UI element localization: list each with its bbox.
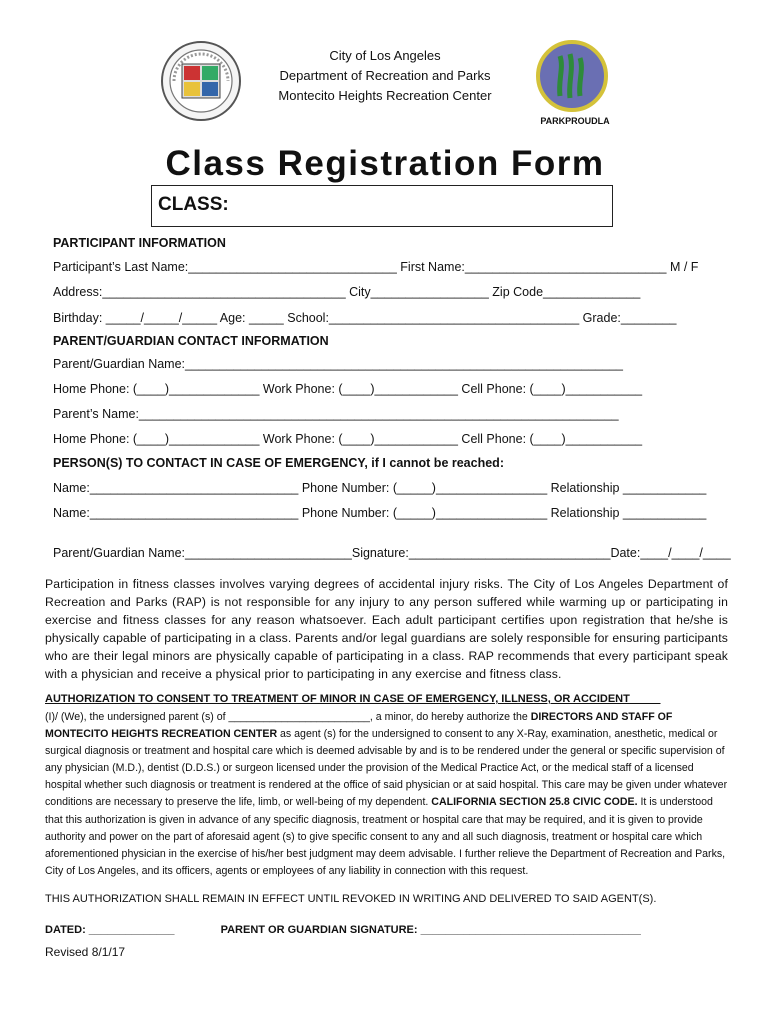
guardian-signature-field[interactable]: PARENT OR GUARDIAN SIGNATURE: ____________________________________	[220, 924, 641, 936]
park-logo-icon	[536, 40, 608, 112]
participant-birthday-line[interactable]: Birthday: _____/_____/_____ Age: _____ School:____________________________________ Grade:________	[53, 311, 677, 325]
class-label: CLASS:	[158, 194, 229, 215]
injury-disclaimer: Participation in fitness classes involves varying degrees of accidental injury risks. The City of Los Angeles Department of Recreation and Parks (RAP) is not responsible for any injury to any person suffered while warming up or participating in exercise and fitness classes for any reason whatsoever. Each adult participant certifies upon registration that he/she is physically capable of participating in a class. Parents and/or legal guardians are solely responsible for ensuring participants who are their legal minors are physically capable of participating in a class. RAP recommends that every participant speak with a physician and receive a physical prior to participating in any exercise and fitness class.	[45, 577, 728, 681]
header-city: City of Los Angeles	[329, 48, 441, 63]
form-title: Class Registration Form	[165, 144, 605, 183]
emergency-heading: PERSON(S) TO CONTACT IN CASE OF EMERGENCY, if I cannot be reached:	[53, 456, 504, 470]
park-tagline: PARKPROUDLA	[540, 116, 610, 126]
emergency-contact-2[interactable]: Name:______________________________ Phone Number: (_____)________________ Relationship ____________	[53, 506, 707, 520]
participant-heading: PARTICIPANT INFORMATION	[53, 236, 226, 250]
header-department: Department of Recreation and Parks	[279, 68, 491, 83]
header-block	[235, 46, 535, 106]
parent-name-line[interactable]: Parent’s Name:_____________________________________________________________________	[53, 407, 619, 421]
revised-date: Revised 8/1/17	[45, 945, 126, 959]
authorization-heading: AUTHORIZATION TO CONSENT TO TREATMENT OF MINOR IN CASE OF EMERGENCY, ILLNESS, OR ACCIDENT_____	[45, 693, 661, 705]
parent-phones-line[interactable]: Home Phone: (____)_____________ Work Phone: (____)____________ Cell Phone: (____)___________	[53, 432, 643, 446]
authorization-text: (I)/ (We), the undersigned parent (s) of ________________________, a minor, do hereby authorize the DIRECTORS AND STAFF OF MONTECITO HEIGHTS RECREATION CENTER as agent (s) for the undersigned to consent to any X-Ray, examination, anesthetic, medical or surgical diagnosis or treatment and hospital care which is deemed advisable by and is to be rendered under the general or specific supervision of any physician (M.D.), dentist (D.D.S.) or surgeon licensed under the provision of the Medical Practice Act, or the medical staff of a licensed hospital whether such diagnosis or treatment is rendered at the office of said physician or at said hospital. This care may be given under whatever conditions are necessary to preserve the life, limb, or well-being of my dependent. CALIFORNIA SECTION 25.8 CIVIC CODE. It is understood that this authorization is given in advance of any specific diagnosis, treatment or hospital care that may be required, and it is given to provide authority and power on the part of aforesaid agent (s) to give specific consent to any and all such diagnosis, treatment or hospital care which aforementioned physician in the exercise of his/her best judgment may deem advisable. I further relieve the Department of Recreation and Parks, City of Los Angeles, and its officers, agents or employees of any liability in connection with this request.	[45, 711, 728, 877]
emergency-contact-1[interactable]: Name:______________________________ Phone Number: (_____)________________ Relationship ____________	[53, 481, 707, 495]
participant-name-line[interactable]: Participant’s Last Name:______________________________ First Name:_____________________________ M / F	[53, 260, 699, 274]
guardian-name-line[interactable]: Parent/Guardian Name:_______________________________________________________________	[53, 357, 623, 371]
header-center: Montecito Heights Recreation Center	[278, 88, 492, 103]
participant-address-line[interactable]: Address:___________________________________ City_________________ Zip Code______________	[53, 285, 641, 299]
city-seal-icon	[160, 40, 242, 122]
authorization-effect: THIS AUTHORIZATION SHALL REMAIN IN EFFECT UNTIL REVOKED IN WRITING AND DELIVERED TO SAID AGENT(S).	[45, 893, 657, 905]
guardian-signature-line[interactable]: Parent/Guardian Name:________________________Signature:_____________________________Date:____/____/____	[53, 546, 731, 560]
guardian-heading: PARENT/GUARDIAN CONTACT INFORMATION	[53, 334, 329, 348]
signature-row	[45, 924, 641, 936]
guardian-phones-line[interactable]: Home Phone: (____)_____________ Work Phone: (____)____________ Cell Phone: (____)___________	[53, 382, 643, 396]
dated-field[interactable]: DATED: ______________	[45, 924, 175, 936]
class-field[interactable]	[151, 185, 613, 227]
